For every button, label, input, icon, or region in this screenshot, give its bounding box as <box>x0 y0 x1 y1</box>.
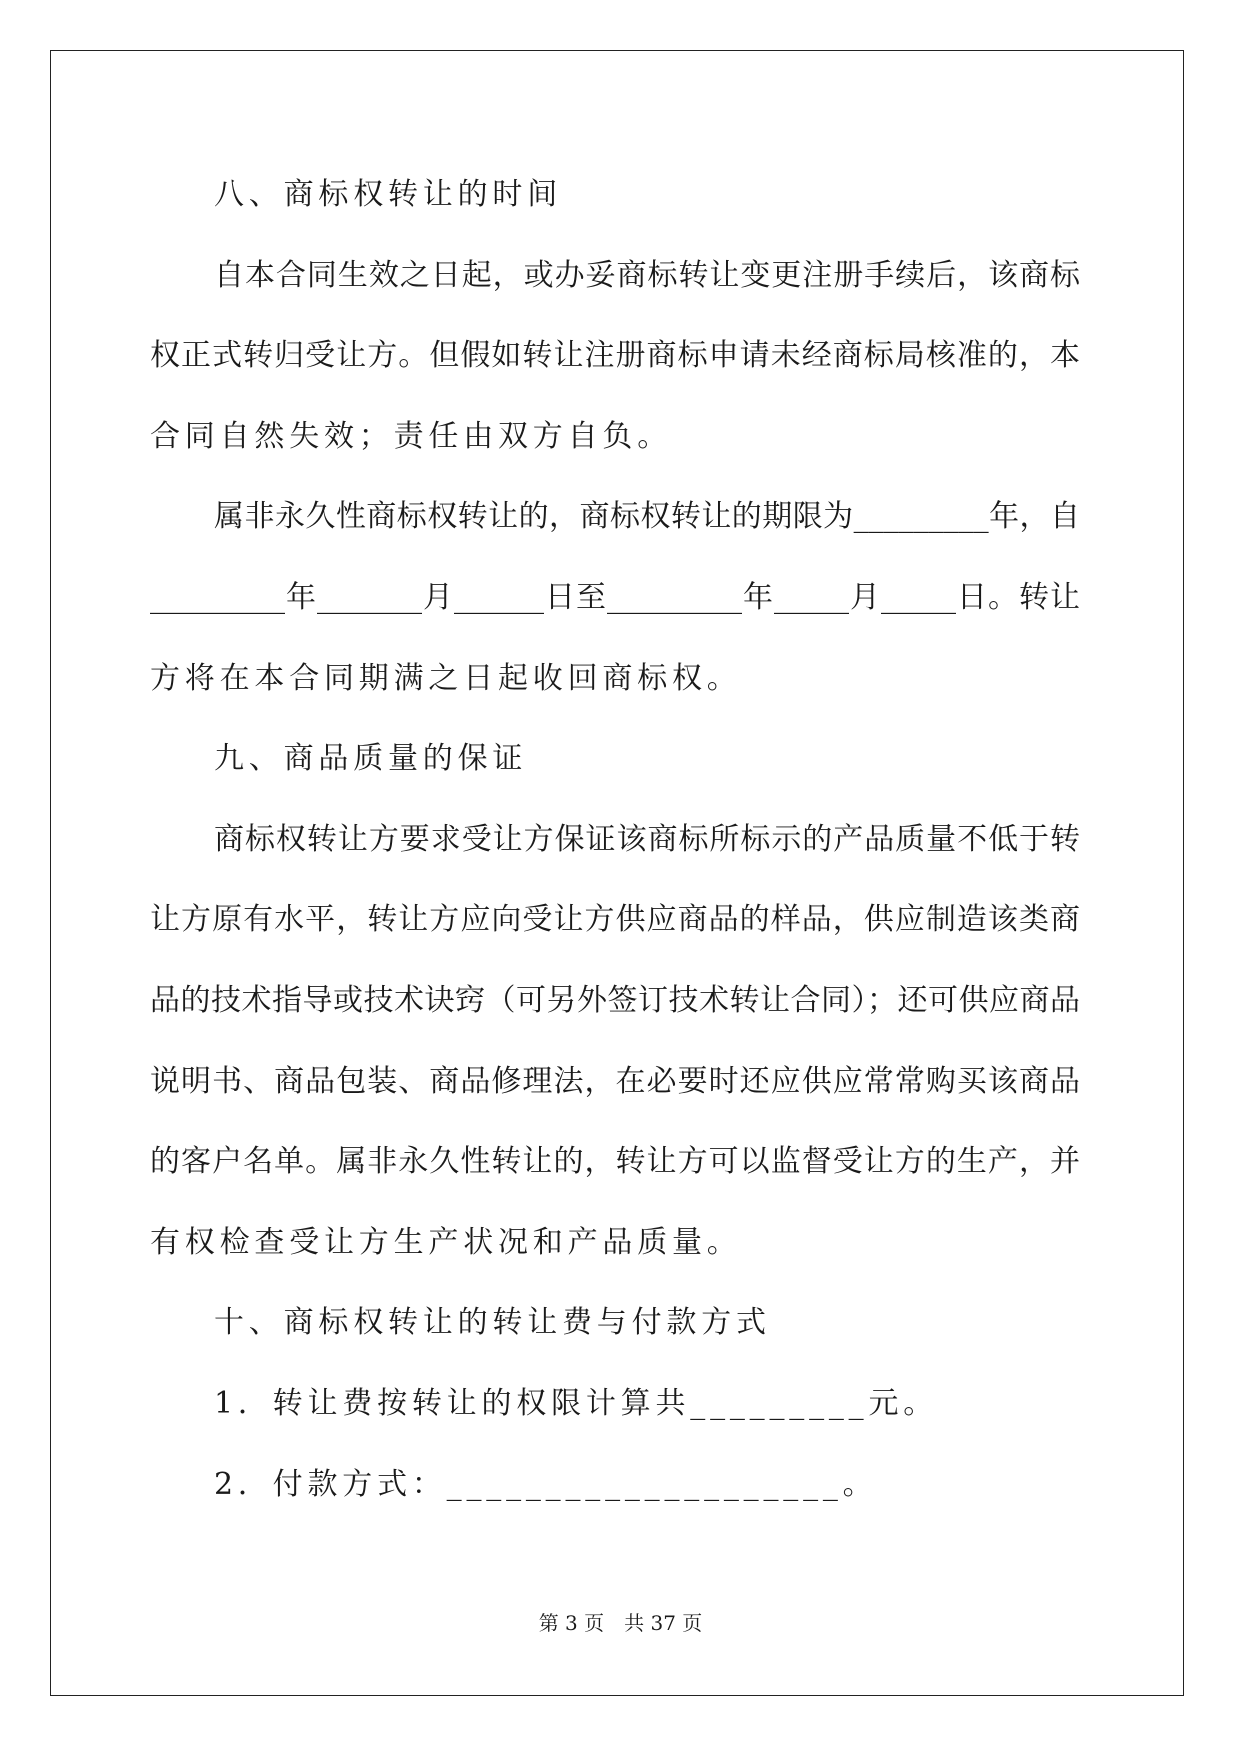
list-item-fee: 1．转让费按转让的权限计算共_________元。 <box>214 1385 939 1421</box>
paragraph-line: 权正式转归受让方。但假如转让注册商标申请未经商标局核准的，本 <box>150 338 1080 374</box>
paragraph-line: 的客户名单。属非永久性转让的，转让方可以监督受让方的生产，并 <box>150 1144 1080 1180</box>
section-heading-9: 九、商品质量的保证 <box>214 741 528 777</box>
paragraph-line: 方将在本合同期满之日起收回商标权。 <box>150 660 742 696</box>
paragraph-line: 有权检查受让方生产状况和产品质量。 <box>150 1224 742 1260</box>
page-number-footer: 第 3 页 共 37 页 <box>538 1611 703 1635</box>
paragraph-line: 让方原有水平，转让方应向受让方供应商品的样品，供应制造该类商 <box>150 902 1080 938</box>
paragraph-line: 说明书、商品包装、商品修理法，在必要时还应供应常常购买该商品 <box>150 1063 1080 1099</box>
paragraph-line: 属非永久性商标权转让的，商标权转让的期限为_________年，自 <box>214 499 1080 535</box>
document-body <box>150 155 1080 1525</box>
paragraph-line: 品的技术指导或技术诀窍（可另外签订技术转让合同）；还可供应商品 <box>150 982 1080 1018</box>
paragraph-line: _________年_______月______日至_________年_____月_____日。转让 <box>150 579 1080 615</box>
paragraph-line: 合同自然失效；责任由双方自负。 <box>150 418 672 454</box>
paragraph-line: 商标权转让方要求受让方保证该商标所标示的产品质量不低于转 <box>214 821 1080 857</box>
list-item-payment: 2．付款方式：____________________。 <box>214 1466 878 1502</box>
section-heading-8: 八、商标权转让的时间 <box>214 177 562 212</box>
paragraph-line: 自本合同生效之日起，或办妥商标转让变更注册手续后，该商标 <box>214 257 1080 293</box>
section-heading-10: 十、商标权转让的转让费与付款方式 <box>214 1305 771 1341</box>
